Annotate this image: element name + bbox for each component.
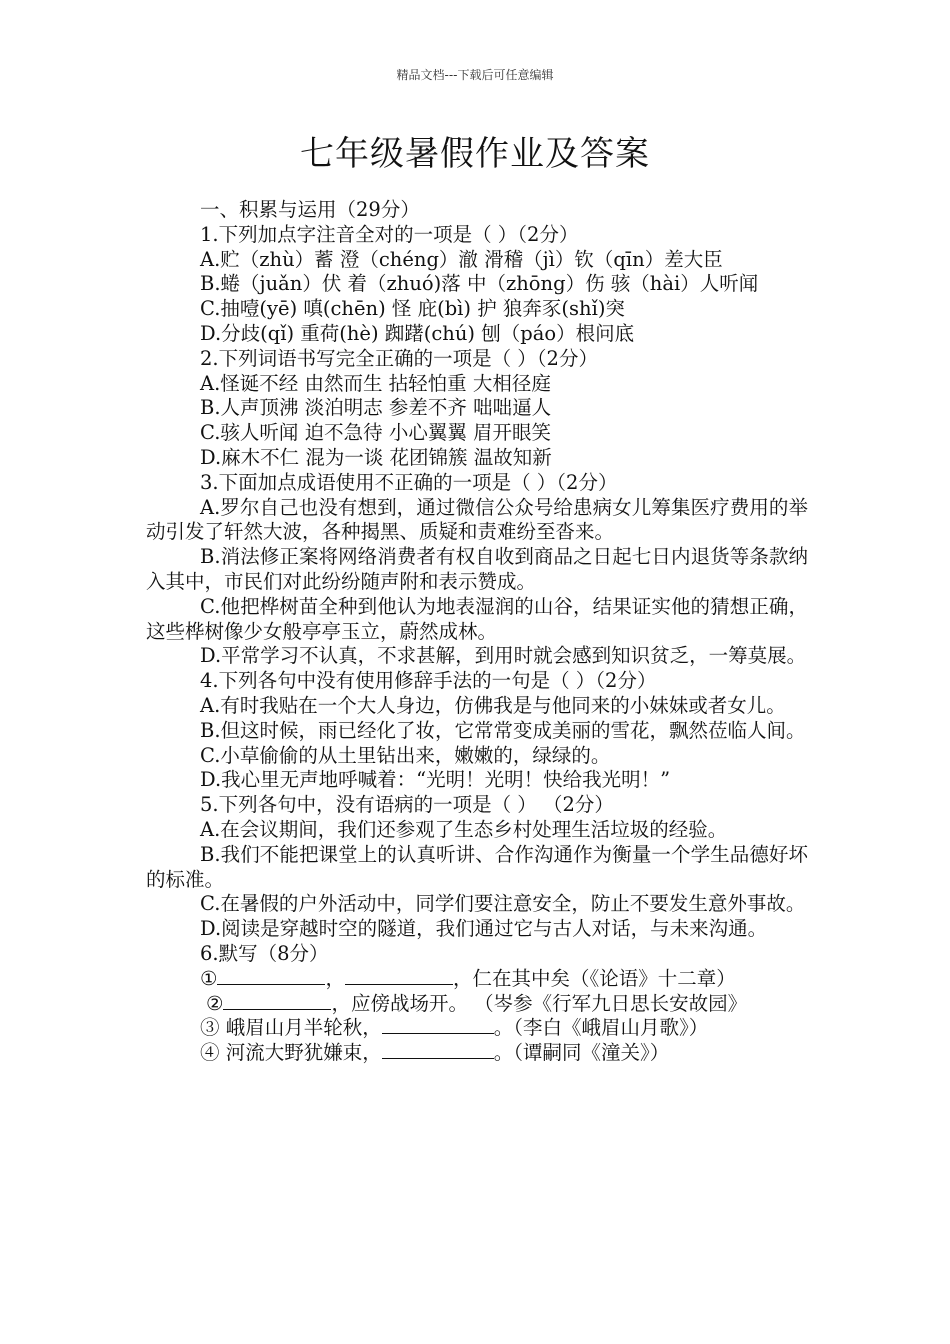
item-1-suffix: ，仁在其中矣（《论语》十二章）: [453, 966, 736, 990]
question-5-option-b: B.我们不能把课堂上的认真听讲、合作沟通作为衡量一个学生品德好坏的标准。: [146, 842, 808, 891]
item-4-prefix: ④ 河流大野犹嫌束，: [200, 1041, 382, 1065]
question-5-option-c: C.在暑假的户外活动中，同学们要注意安全，防止不要发生意外事故。: [200, 892, 806, 916]
question-4-option-a: A.有时我贴在一个大人身边，仿佛我是与他同来的小妹妹或者女儿。: [200, 693, 786, 717]
question-1-option-c: C.抽噎(yē) 嗔(chēn) 怪 庇(bì) 护 狼奔豕(shǐ)突: [200, 297, 625, 321]
fill-blank-3[interactable]: [382, 1017, 494, 1034]
item-4-suffix: 。（谭嗣同《潼关》）: [493, 1041, 670, 1065]
question-4-option-d: D.我心里无声地呼喊着：“光明！光明！快给我光明！”: [200, 768, 671, 792]
question-1-option-b: B.蜷（juǎn）伏 着（zhuó)落 中（zhōng）伤 骇（hài）人听闻: [200, 272, 759, 296]
question-4-option-b: B.但这时候，雨已经化了妆，它常常变成美丽的雪花，飘然莅临人间。: [200, 718, 806, 742]
fill-blank-1a[interactable]: [217, 968, 325, 985]
question-5-option-d: D.阅读是穿越时空的隧道，我们通过它与古人对话，与未来沟通。: [200, 917, 768, 941]
question-3-option-a: A.罗尔自己也没有想到，通过微信公众号给患病女儿筹集医疗费用的举动引发了轩然大波，各种揭黑、质疑和责难纷至沓来。: [146, 495, 808, 544]
question-1-option-a: A.贮（zhù）蓄 澄（chéng）澈 滑稽（jì）钦（qīn）差大臣: [200, 247, 723, 271]
question-3-option-c: C.他把桦树苗全种到他认为地表湿润的山谷，结果证实他的猜想正确，这些桦树像少女般亭亭玉立，蔚然成林。: [146, 594, 808, 643]
question-2-option-b: B.人声顶沸 淡泊明志 参差不齐 咄咄逼人: [200, 396, 552, 420]
question-6-stem: 6.默写（8分）: [200, 941, 329, 965]
item-3-prefix: ③ 峨眉山月半轮秋，: [200, 1016, 382, 1040]
question-1-stem: 1.下列加点字注音全对的一项是（ ）（2分）: [200, 222, 579, 246]
question-6-item-2: [146, 992, 808, 1017]
question-6-item-1: [146, 967, 808, 992]
question-3-option-b: B.消法修正案将网络消费者有权自收到商品之日起七日内退货等条款纳入其中，市民们对此纷纷随声附和表示赞成。: [146, 545, 808, 593]
item-1-prefix: ①: [200, 966, 218, 990]
item-1-sep: ，: [325, 966, 345, 990]
question-3-option-d: D.平常学习不认真，不求甚解，到用时就会感到知识贫乏，一筹莫展。: [200, 644, 807, 668]
question-2-option-a: A.怪诞不经 由然而生 拈轻怕重 大相径庭: [200, 371, 551, 395]
question-2-option-c: C.骇人听闻 迫不急待 小心翼翼 眉开眼笑: [200, 421, 552, 445]
question-5-option-a: A.在会议期间，我们还参观了生态乡村处理生活垃圾的经验。: [200, 817, 728, 841]
fill-blank-1b[interactable]: [345, 968, 453, 985]
item-2-suffix: ，应傍战场开。 （岑参《行军九日思长安故园》: [331, 991, 748, 1015]
question-1-option-d: D.分歧(qǐ) 重荷(hè) 踟躇(chú) 刨（páo）根问底: [200, 321, 635, 345]
fill-blank-2[interactable]: [223, 993, 331, 1010]
question-4-option-c: C.小草偷偷的从土里钻出来，嫩嫩的，绿绿的。: [200, 743, 611, 767]
item-2-prefix: ②: [206, 991, 224, 1015]
section-heading: 一、积累与运用（29分）: [200, 198, 420, 221]
document-title: 七年级暑假作业及答案: [300, 134, 650, 174]
question-6-item-3: [146, 1016, 808, 1041]
question-2-stem: 2.下列词语书写完全正确的一项是（ ）（2分）: [200, 346, 598, 370]
question-2-option-d: D.麻木不仁 混为一谈 花团锦簇 温故知新: [200, 445, 552, 469]
question-6-item-4: [146, 1041, 808, 1066]
document-body: [146, 198, 808, 1066]
header-watermark: 精品文档---下载后可任意编辑: [396, 68, 554, 82]
item-3-suffix: 。（李白《峨眉山月歌》）: [493, 1016, 709, 1040]
question-3-stem: 3.下面加点成语使用不正确的一项是（ ）（2分）: [200, 470, 618, 494]
fill-blank-4[interactable]: [382, 1042, 494, 1059]
question-4-stem: 4.下列各句中没有使用修辞手法的一句是（ ）（2分）: [200, 669, 657, 693]
question-5-stem: 5.下列各句中，没有语病的一项是（ ） （2分）: [200, 793, 614, 817]
